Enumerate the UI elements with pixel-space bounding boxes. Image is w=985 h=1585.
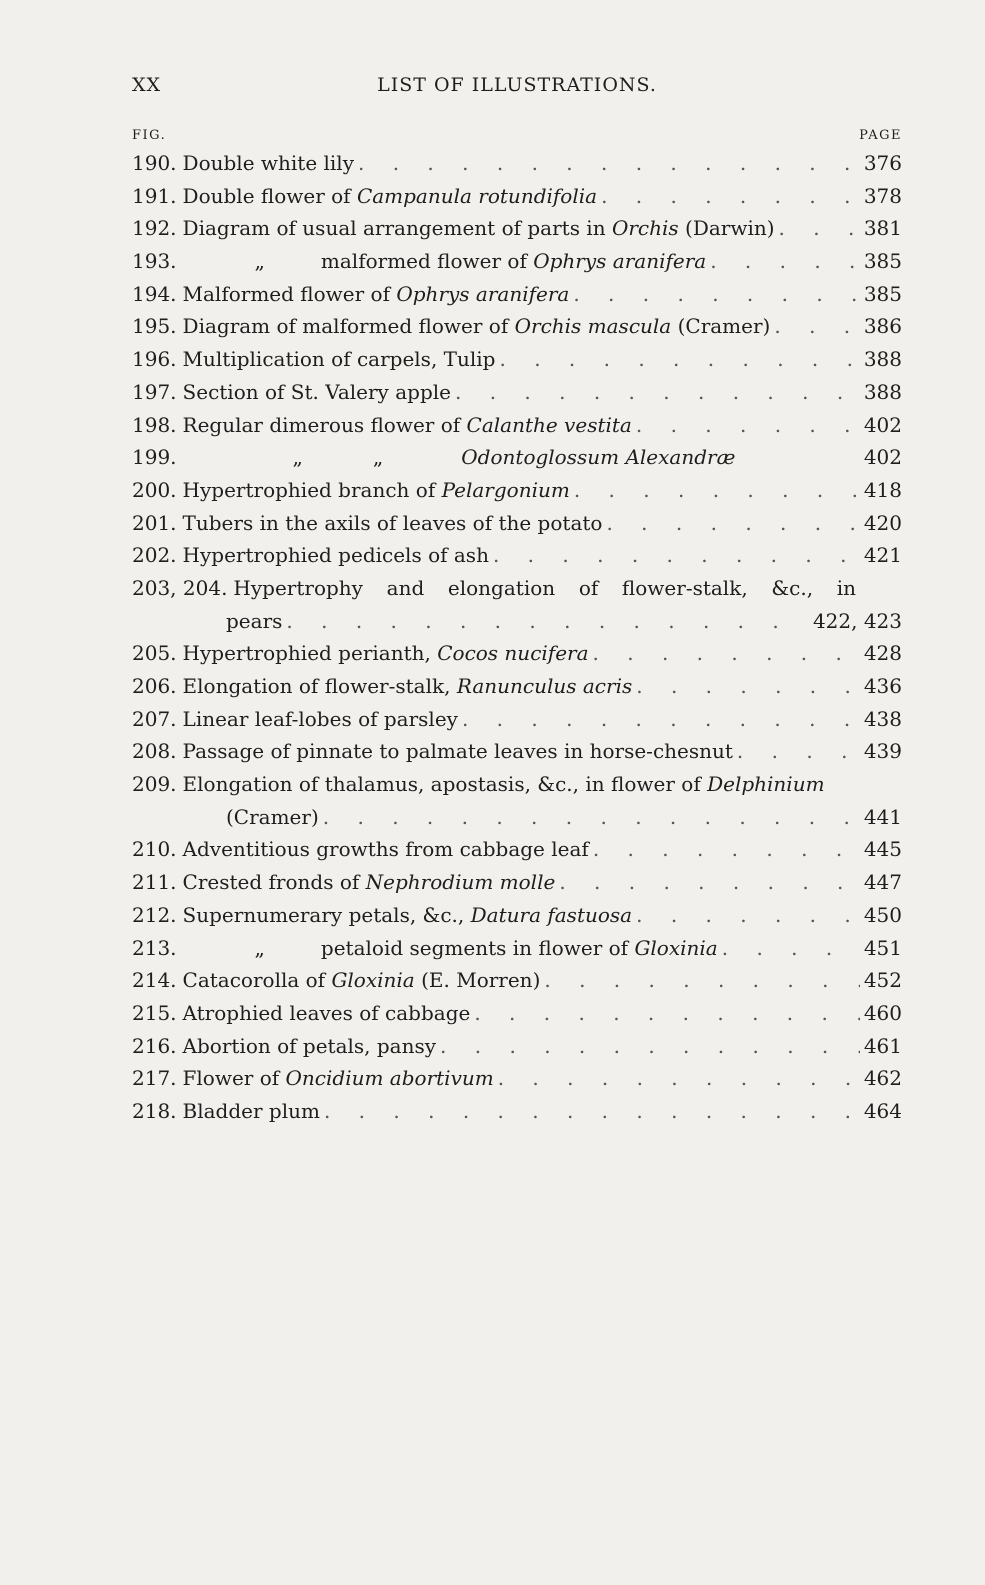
entry-number: 205. bbox=[132, 641, 177, 666]
ditto-mark: „ bbox=[372, 445, 384, 470]
entry-text: malformed flower of bbox=[320, 249, 534, 274]
entry-title bbox=[183, 445, 864, 469]
entry-title bbox=[183, 1034, 437, 1058]
entry-number: 218. bbox=[132, 1098, 177, 1123]
entry-text: Tubers in the axils of leaves of the potato bbox=[182, 510, 603, 535]
entry-page: 386 bbox=[863, 314, 902, 339]
ditto-mark: „ bbox=[254, 935, 265, 960]
dot-leader bbox=[498, 1066, 860, 1090]
entry-page: 376 bbox=[863, 151, 902, 175]
entry-title bbox=[183, 314, 771, 338]
entry-page: 452 bbox=[863, 968, 902, 993]
entry-page: 418 bbox=[863, 477, 902, 502]
entry-page: 421 bbox=[863, 543, 902, 568]
page-title: LIST OF ILLUSTRATIONS. bbox=[377, 74, 657, 96]
entry-page: 378 bbox=[863, 183, 902, 208]
entry-number: 202. bbox=[132, 543, 177, 568]
entry-text: Elongation of flower-stalk, bbox=[182, 674, 457, 698]
dot-leader bbox=[710, 249, 860, 273]
entry-number: 192. bbox=[132, 216, 177, 241]
dot-leader bbox=[574, 478, 860, 502]
entry-number: 209. bbox=[132, 772, 177, 797]
entry-species: Orchis bbox=[611, 216, 679, 241]
entry-title bbox=[183, 543, 489, 567]
entry-species: Delphinium bbox=[707, 772, 825, 797]
entry-title bbox=[183, 216, 775, 240]
list-item bbox=[132, 772, 902, 805]
entry-word: Hypertrophy bbox=[233, 575, 363, 600]
entry-title bbox=[183, 151, 354, 175]
entry-number: 200. bbox=[132, 477, 177, 502]
entry-species: Odontoglossum Alexandræ bbox=[461, 445, 736, 470]
page-column-header: PAGE bbox=[859, 128, 902, 143]
list-item bbox=[132, 511, 902, 544]
entry-species: Pelargonium bbox=[441, 477, 570, 502]
list-item bbox=[132, 1066, 902, 1099]
entry-title bbox=[183, 282, 570, 306]
entry-text: Malformed flower of bbox=[182, 281, 397, 306]
entry-title bbox=[183, 707, 458, 731]
entry-page: 385 bbox=[863, 281, 902, 306]
entry-page: 447 bbox=[863, 870, 902, 895]
entry-page: 460 bbox=[863, 1000, 902, 1025]
dot-leader bbox=[774, 314, 859, 338]
illustration-list bbox=[132, 151, 902, 1132]
list-item bbox=[132, 478, 902, 511]
entry-text: Diagram of malformed flower of bbox=[182, 314, 515, 339]
entry-number: 201. bbox=[132, 510, 177, 535]
entry-page: 388 bbox=[863, 379, 902, 404]
entry-page: 441 bbox=[863, 804, 902, 829]
entry-text-after: (Cramer) bbox=[671, 314, 771, 339]
column-headers bbox=[132, 128, 902, 146]
entry-title bbox=[183, 739, 733, 763]
entry-species: Cocos nucifera bbox=[437, 641, 589, 666]
list-item bbox=[132, 739, 902, 772]
entry-number: 214. bbox=[132, 968, 177, 993]
entry-species: Ophrys aranifera bbox=[533, 249, 707, 274]
entry-title bbox=[183, 184, 598, 208]
dot-leader bbox=[455, 380, 860, 404]
entry-text: Section of St. Valery apple bbox=[182, 379, 451, 404]
entry-species: Calanthe vestita bbox=[466, 412, 632, 437]
page-number: XX bbox=[132, 74, 162, 96]
entry-text: Double flower of bbox=[182, 183, 357, 208]
entry-title bbox=[183, 903, 633, 927]
list-item bbox=[132, 837, 902, 870]
entry-number: 191. bbox=[132, 183, 177, 208]
list-item bbox=[132, 314, 902, 347]
dot-leader bbox=[606, 511, 859, 535]
dot-leader bbox=[286, 609, 809, 633]
entry-title bbox=[183, 772, 825, 796]
entry-text: petaloid segments in flower of bbox=[320, 935, 635, 960]
entry-page: 451 bbox=[863, 935, 902, 960]
entry-word: flower-stalk, bbox=[621, 575, 748, 600]
entry-text: Flower of bbox=[182, 1066, 286, 1091]
entry-text-after: (Darwin) bbox=[678, 216, 775, 241]
list-item bbox=[132, 707, 902, 740]
entry-page: 450 bbox=[863, 902, 902, 927]
entry-number: 195. bbox=[132, 314, 177, 339]
entry-title bbox=[183, 936, 718, 960]
list-item bbox=[132, 543, 902, 576]
entry-title bbox=[183, 1099, 320, 1123]
entry-page: 462 bbox=[863, 1066, 902, 1091]
entry-word: in bbox=[836, 575, 856, 600]
list-item bbox=[132, 282, 902, 315]
list-item bbox=[132, 1001, 902, 1034]
entry-page: 428 bbox=[863, 641, 902, 666]
list-item bbox=[132, 445, 902, 478]
entry-species: Gloxinia bbox=[331, 968, 415, 993]
list-item bbox=[132, 1099, 902, 1132]
list-item bbox=[132, 674, 902, 707]
entry-species: Campanula rotundifolia bbox=[356, 183, 598, 208]
entry-text: Hypertrophied pedicels of ash bbox=[182, 543, 489, 568]
entry-title bbox=[183, 347, 496, 371]
entry-page: 464 bbox=[863, 1098, 902, 1123]
entry-page: 402 bbox=[863, 412, 902, 437]
entry-word: elongation bbox=[447, 575, 556, 600]
entry-page: 388 bbox=[863, 347, 902, 372]
entry-text: Passage of pinnate to palmate leaves in horse-chesnut bbox=[182, 739, 733, 764]
entry-text: Elongation of thalamus, apostasis, &c., in flower of bbox=[182, 772, 708, 797]
list-item bbox=[132, 347, 902, 380]
entry-title bbox=[183, 511, 603, 535]
entry-species: Oncidium abortivum bbox=[285, 1066, 494, 1091]
entry-text: Multiplication of carpels, Tulip bbox=[182, 347, 496, 372]
entry-number: 190. bbox=[132, 151, 177, 175]
entry-number: 203, 204. bbox=[132, 575, 228, 600]
entry-title bbox=[183, 870, 556, 894]
entry-number: 193. bbox=[132, 249, 177, 274]
dot-leader bbox=[323, 805, 860, 829]
entry-number: 215. bbox=[132, 1000, 177, 1025]
dot-leader bbox=[601, 184, 860, 208]
list-item bbox=[132, 216, 902, 249]
dot-leader bbox=[779, 216, 860, 240]
entry-text: Double white lily bbox=[182, 151, 354, 175]
dot-leader bbox=[559, 870, 860, 894]
entry-title bbox=[183, 478, 570, 502]
entry-number: 197. bbox=[132, 379, 177, 404]
entry-number: 212. bbox=[132, 902, 177, 927]
fig-column-header: FIG. bbox=[132, 128, 167, 143]
entry-title bbox=[183, 641, 589, 665]
entry-number: 198. bbox=[132, 412, 177, 437]
entry-number: 213. bbox=[132, 935, 177, 960]
dot-leader bbox=[573, 282, 859, 306]
entry-number: 211. bbox=[132, 870, 177, 895]
entry-text: Adventitious growths from cabbage leaf bbox=[182, 837, 589, 862]
entry-word: of bbox=[578, 575, 599, 600]
entry-continuation: (Cramer) bbox=[226, 804, 319, 829]
entry-text: Linear leaf-lobes of parsley bbox=[182, 706, 458, 731]
entry-title bbox=[183, 674, 633, 698]
entry-species: Orchis mascula bbox=[514, 314, 672, 339]
entry-page: 445 bbox=[863, 837, 902, 862]
entry-continuation: pears bbox=[226, 608, 283, 633]
list-item bbox=[132, 249, 902, 282]
list-item bbox=[132, 903, 902, 936]
entry-species: Ophrys aranifera bbox=[396, 281, 570, 306]
dot-leader bbox=[440, 1034, 860, 1058]
entry-page: 422, 423 bbox=[812, 608, 902, 633]
entry-page: 461 bbox=[863, 1033, 902, 1058]
entry-title bbox=[183, 837, 589, 861]
entry-species: Datura fastuosa bbox=[470, 902, 633, 927]
entry-title bbox=[183, 1066, 494, 1090]
list-item bbox=[132, 380, 902, 413]
entry-number: 208. bbox=[132, 739, 177, 764]
entry-number: 217. bbox=[132, 1066, 177, 1091]
entry-number: 199. bbox=[132, 445, 177, 470]
entry-page: 402 bbox=[863, 445, 902, 470]
list-item bbox=[132, 609, 902, 642]
list-item bbox=[132, 1034, 902, 1067]
dot-leader bbox=[358, 151, 860, 175]
entry-text: Hypertrophied perianth, bbox=[182, 641, 438, 666]
entry-title bbox=[183, 249, 707, 273]
dot-leader bbox=[493, 543, 860, 567]
entry-text: Catacorolla of bbox=[182, 968, 332, 993]
entry-number: 196. bbox=[132, 347, 177, 372]
dot-leader bbox=[324, 1099, 860, 1123]
running-head bbox=[132, 74, 902, 100]
entry-number: 206. bbox=[132, 674, 177, 698]
entry-page: 436 bbox=[863, 674, 902, 698]
dot-leader bbox=[636, 903, 860, 927]
entry-title bbox=[183, 413, 632, 437]
entry-word: &c., bbox=[771, 575, 814, 600]
entry-page: 381 bbox=[863, 216, 902, 241]
entry-text: Hypertrophied branch of bbox=[182, 477, 442, 502]
entry-title bbox=[233, 576, 902, 600]
entry-text: Diagram of usual arrangement of parts in bbox=[182, 216, 612, 241]
list-item bbox=[132, 184, 902, 217]
list-item bbox=[132, 576, 902, 609]
entry-number: 207. bbox=[132, 706, 177, 731]
ditto-mark: „ bbox=[254, 249, 265, 274]
dot-leader bbox=[722, 936, 860, 960]
dot-leader bbox=[593, 837, 860, 861]
entry-text: Abortion of petals, pansy bbox=[182, 1033, 437, 1058]
entry-title bbox=[183, 968, 541, 992]
entry-species: Ranunculus acris bbox=[456, 674, 633, 698]
entry-text: Supernumerary petals, &c., bbox=[182, 902, 471, 927]
list-item bbox=[132, 805, 902, 838]
dot-leader bbox=[474, 1001, 859, 1025]
entry-text: Crested fronds of bbox=[182, 870, 366, 895]
entry-title bbox=[183, 380, 451, 404]
list-item bbox=[132, 413, 902, 446]
list-item bbox=[132, 151, 902, 184]
ditto-mark: „ bbox=[292, 445, 303, 470]
list-item bbox=[132, 870, 902, 903]
dot-leader bbox=[544, 968, 859, 992]
list-item bbox=[132, 936, 902, 969]
entry-number: 216. bbox=[132, 1033, 177, 1058]
entry-page: 385 bbox=[863, 249, 902, 274]
entry-page: 438 bbox=[863, 706, 902, 731]
entry-page: 420 bbox=[863, 510, 902, 535]
dot-leader bbox=[462, 707, 860, 731]
dot-leader bbox=[636, 413, 860, 437]
entry-species: Nephrodium molle bbox=[365, 870, 556, 895]
entry-number: 194. bbox=[132, 281, 177, 306]
dot-leader bbox=[636, 674, 860, 698]
entry-text: Atrophied leaves of cabbage bbox=[182, 1000, 471, 1025]
dot-leader bbox=[737, 739, 860, 763]
entry-word: and bbox=[386, 575, 425, 600]
dot-leader bbox=[593, 641, 860, 665]
entry-species: Gloxinia bbox=[634, 935, 718, 960]
entry-number: 210. bbox=[132, 837, 177, 862]
entry-text: Regular dimerous flower of bbox=[182, 412, 467, 437]
dot-leader bbox=[499, 347, 859, 371]
entry-title bbox=[183, 1001, 471, 1025]
entry-text-after: (E. Morren) bbox=[414, 968, 541, 993]
list-item bbox=[132, 641, 902, 674]
entry-page: 439 bbox=[863, 739, 902, 764]
entry-text: Bladder plum bbox=[182, 1098, 320, 1123]
list-item bbox=[132, 968, 902, 1001]
